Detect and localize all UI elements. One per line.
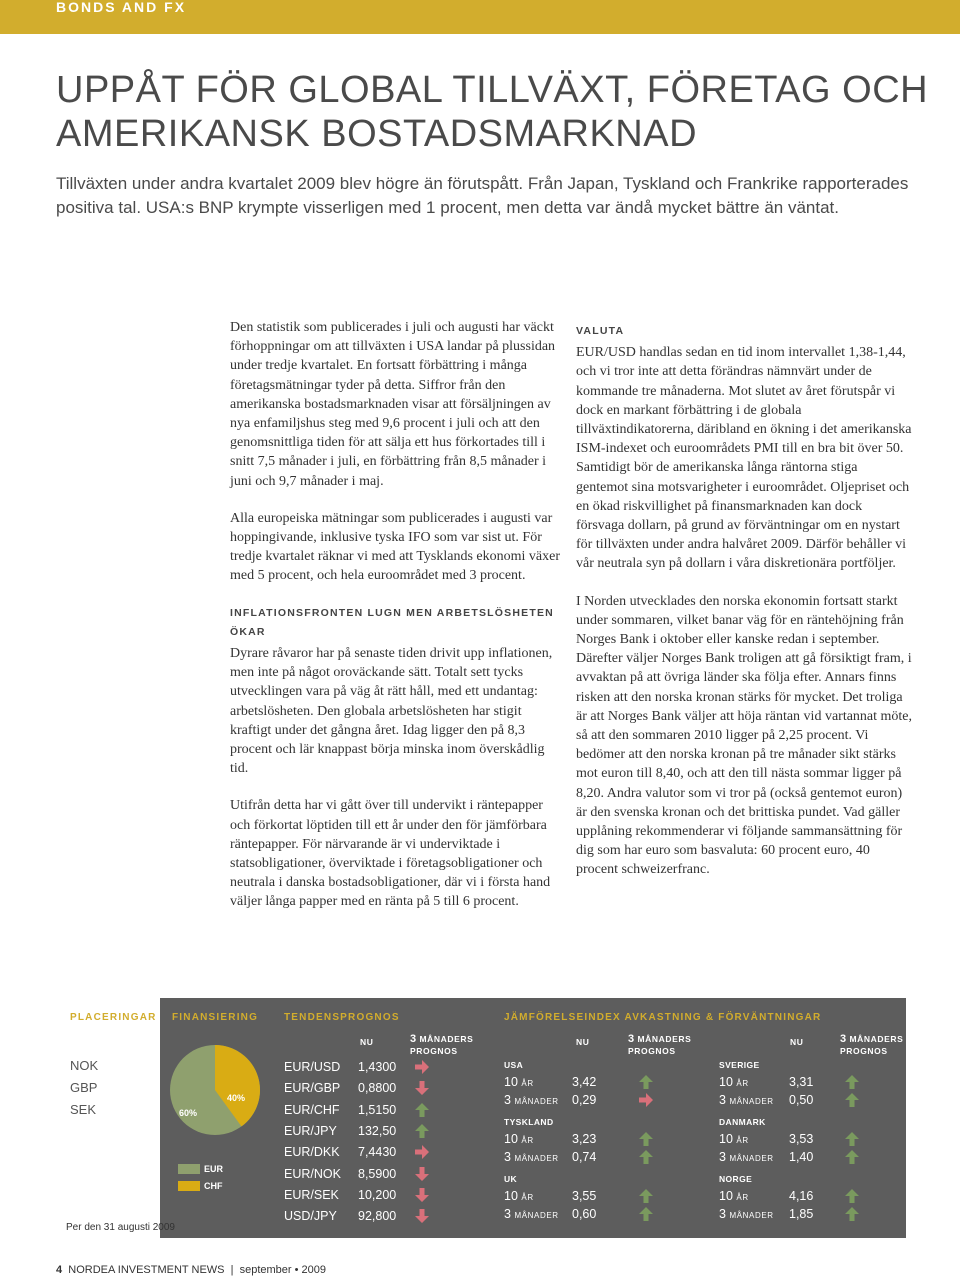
yield-10y: 3,55: [572, 1189, 597, 1203]
currency-pair: EUR/DKK: [284, 1145, 340, 1160]
paragraph: I Norden utvecklades den norska ekonomin fortsatt starkt under sommaren, vilket banar väg för en räntehöjning från Norges Bank i oktober eller kanske redan i september. Därefter väljer Norges Bank troligen att gå försiktigt fram, i avvaktan på att övriga länder ska följa efter. Annars finns risken att den norska kronan stärks för mycket. Det troliga är att Norges Bank väljer att höja räntan vid vartannat möte, så att den sommaren 2010 ligger på 2,25 procent. Vi bedömer att den norska kronan på tre månader sikt stärks mot euron till 8,40, och att den till nästa sommar ligger på 8,20. Andra valutor som vi tror på (också gentemot euron) är den svenska kronan och det brittiska pundet. Vad gäller upplåning rekommenderar vi följande sammansättning för dig som har euro som basvaluta: 60 procent euro, 40 procent schweizerfranc.: [576, 593, 913, 878]
currency-value: 132,50: [358, 1123, 397, 1138]
trend-arrow: [414, 1059, 430, 1080]
currency-value: 7,4430: [358, 1145, 397, 1160]
trend-arrow: [638, 1206, 654, 1227]
paragraph: Alla europeiska mätningar som publicerades i augusti var hoppingivande, inklusive tyska IFO som var sist ut. För tredje kvartalet räknar vi med att Tysklands ekonomi växer med 5 procent, och hela euroområdet med 3 procent.: [230, 510, 560, 584]
currency-pair: EUR/JPY: [284, 1123, 337, 1138]
currency-pair: EUR/GBP: [284, 1081, 341, 1096]
arrow-up-icon: [414, 1102, 430, 1118]
row-label-10y: 10 ÅR: [719, 1189, 749, 1203]
arrow-down-icon: [414, 1187, 430, 1203]
currency-pair: EUR/NOK: [284, 1166, 341, 1181]
yield-10y: 3,53: [789, 1132, 814, 1146]
headline: UPPÅT FÖR GLOBAL TILLVÄXT, FÖRETAG OCH AMERIKANSK BOSTADSMARKNAD: [56, 69, 929, 155]
currency-value: 1,4300: [358, 1060, 397, 1074]
left-column: [230, 318, 560, 930]
col-header-prognos: 3 MÅNADERS PROGNOS: [840, 1033, 904, 1056]
placering-item: GBP: [70, 1080, 98, 1095]
country-name: USA: [504, 1060, 524, 1070]
yield-3m: 0,50: [789, 1093, 814, 1107]
pie-label-chf: 40%: [227, 1093, 246, 1103]
subheading: VALUTA: [576, 325, 625, 337]
arrow-up-icon: [638, 1188, 654, 1204]
paragraph: Den statistik som publicerades i juli och augusti har väckt förhoppningar om att tillväxten i USA landar på plussidan under tredje kvartalet. En fortsatt förbättring i många företagsmätningar tyder på detta. Siffror från den amerikanska bostadsmarknaden visar att försäljningen av nya enfamiljshus steg med 9,6 procent i juli och att den genomsnittliga tiden för att sälja ett hus förkortades till i snitt 7,5 månader i juli, en förbättring från 8,5 månader i juni och 9,7 månader i maj.: [230, 320, 556, 489]
paragraph: Utifrån detta har vi gått över till undervikt i räntepapper och förkortat löptiden till ett år under den för jämförbara räntepapper. För närvarande är vi underviktade i statsobligationer, överviktade i företagsobligationer och neutrala i danska bostadsobligationer, där vi i första hand väljer långa papper med en ränta på 5 till 6 procent.: [230, 798, 551, 910]
legend-label-chf: CHF: [204, 1181, 223, 1191]
publication-name: NORDEA INVESTMENT NEWS: [68, 1264, 225, 1276]
country-name: TYSKLAND: [504, 1117, 554, 1127]
arrow-up-icon: [844, 1206, 860, 1222]
paragraph: Dyrare råvaror har på senaste tiden drivit upp inflationen, men inte på något oroväckande sätt. Totalt sett tycks utvecklingen vara på väg åt rätt håll, med ett undantag: arbetslösheten. Den globala arbetslösheten har stigit kraftigt under det gångna året. Idag ligger den på 8,3 procent och lär knappast börja minska inom överskådlig tid.: [230, 646, 553, 777]
row-label-10y: 10 ÅR: [504, 1189, 534, 1203]
arrow-up-icon: [638, 1206, 654, 1222]
currency-pair: EUR/USD: [284, 1060, 341, 1074]
row-label-3m: 3 MÅNADER: [719, 1150, 774, 1164]
right-column: [576, 322, 912, 898]
row-label-3m: 3 MÅNADER: [504, 1150, 559, 1164]
issue-date: september • 2009: [239, 1264, 327, 1276]
arrow-up-icon: [844, 1188, 860, 1204]
subheading: INFLATIONSFRONTEN LUGN MEN ARBETSLÖSHETEN ÖKAR: [230, 606, 554, 638]
legend-swatch-chf: [178, 1181, 200, 1191]
trend-arrow: [414, 1208, 430, 1229]
yield-10y: 4,16: [789, 1189, 814, 1203]
trend-arrow: [844, 1092, 860, 1113]
arrow-up-icon: [844, 1149, 860, 1165]
yield-3m: 0,60: [572, 1207, 597, 1221]
arrow-up-icon: [844, 1131, 860, 1147]
trend-arrow: [414, 1080, 430, 1101]
arrow-up-icon: [414, 1123, 430, 1139]
placering-item: NOK: [70, 1058, 99, 1073]
financing-pie-chart: [169, 1044, 261, 1136]
row-label-10y: 10 ÅR: [504, 1075, 534, 1089]
arrow-up-icon: [844, 1092, 860, 1108]
trend-arrow: [844, 1149, 860, 1170]
arrow-up-icon: [638, 1074, 654, 1090]
arrow-up-icon: [844, 1074, 860, 1090]
arrow-right-icon: [414, 1144, 430, 1160]
yield-3m: 0,29: [572, 1093, 597, 1107]
arrow-down-icon: [414, 1208, 430, 1224]
yield-10y: 3,31: [789, 1075, 814, 1089]
currency-value: 8,5900: [358, 1166, 397, 1181]
legend-label-eur: EUR: [204, 1164, 224, 1174]
yield-3m: 1,85: [789, 1207, 814, 1221]
row-label-3m: 3 MÅNADER: [504, 1093, 559, 1107]
row-label-10y: 10 ÅR: [719, 1132, 749, 1146]
currency-value: 10,200: [358, 1187, 397, 1202]
row-label-10y: 10 ÅR: [504, 1132, 534, 1146]
col-header-nu: NU: [576, 1037, 590, 1047]
arrow-down-icon: [414, 1166, 430, 1182]
arrow-right-icon: [414, 1059, 430, 1075]
trend-arrow: [414, 1166, 430, 1187]
trend-arrow: [414, 1123, 430, 1144]
ingress: Tillväxten under andra kvartalet 2009 blev högre än förutspått. Från Japan, Tyskland och Frankrike rapporterades positiva tal. USA:s BNP krympte visserligen med 1 procent, men detta var ändå mycket bättre än väntat.: [56, 174, 909, 217]
trend-arrow: [844, 1206, 860, 1227]
trend-arrow: [638, 1149, 654, 1170]
section-bar: [0, 0, 960, 34]
row-label-3m: 3 MÅNADER: [504, 1207, 559, 1221]
tendens-title: TENDENSPROGNOS: [284, 1012, 400, 1023]
country-name: SVERIGE: [719, 1060, 760, 1070]
col-header-prognos: 3 MÅNADERS PROGNOS: [410, 1033, 474, 1056]
yield-3m: 0,74: [572, 1150, 597, 1164]
pie-label-eur: 60%: [179, 1108, 198, 1118]
arrow-up-icon: [638, 1149, 654, 1165]
page-footer: 4 NORDEA INVESTMENT NEWS | september • 2009: [56, 1264, 327, 1276]
currency-value: 92,800: [358, 1209, 397, 1224]
currency-value: 0,8800: [358, 1081, 397, 1096]
country-name: NORGE: [719, 1174, 753, 1184]
country-name: UK: [504, 1174, 518, 1184]
section-label: BONDS AND FX: [56, 0, 187, 15]
jamforelse-title: JÄMFÖRELSEINDEX AVKASTNING & FÖRVÄNTNINGAR: [504, 1012, 822, 1023]
country-name: DANMARK: [719, 1117, 766, 1127]
arrow-up-icon: [638, 1131, 654, 1147]
page-number: 4: [56, 1264, 63, 1276]
trend-arrow: [638, 1092, 654, 1113]
trend-arrow: [414, 1102, 430, 1123]
row-label-3m: 3 MÅNADER: [719, 1207, 774, 1221]
market-panel: [56, 998, 906, 1238]
paragraph: EUR/USD handlas sedan en tid inom intervallet 1,38-1,44, och vi tror inte att detta förändras nämnvärt under de kommande tre månaderna. Mot slutet av året förutspår vi dock en markant förbättring i de globala tillväxtindikatorerna, däribland en ökning i det amerikanska ISM-indexet och euroområdets PMI till en bra bit över 50. Samtidigt bör de amerikanska långa räntorna stiga gentemot sina motsvarigheter i euroområdet. Oljepriset och en ökad riskvillighet på finansmarknaden kan dock försvaga dollarn, på grund av förväntningar om en nystart för tillväxten under andra halvåret 2009. Därför behåller vi vår neutrala syn på dollarn i våra diskretionära portföljer.: [576, 345, 912, 572]
placeringar-box: [56, 998, 175, 1238]
yield-10y: 3,23: [572, 1132, 597, 1146]
currency-pair: EUR/CHF: [284, 1102, 340, 1117]
yield-10y: 3,42: [572, 1075, 597, 1089]
currency-pair: USD/JPY: [284, 1209, 337, 1224]
currency-pair: EUR/SEK: [284, 1187, 339, 1202]
row-label-3m: 3 MÅNADER: [719, 1093, 774, 1107]
currency-value: 1,5150: [358, 1102, 397, 1117]
legend-swatch-eur: [178, 1164, 200, 1174]
col-header-nu: NU: [360, 1037, 374, 1047]
finansiering-title: FINANSIERING: [172, 1012, 259, 1023]
placering-item: SEK: [70, 1102, 97, 1117]
col-header-nu: NU: [790, 1037, 804, 1047]
date-note: Per den 31 augusti 2009: [66, 1222, 175, 1233]
placeringar-title: PLACERINGAR: [70, 1012, 157, 1023]
trend-arrow: [414, 1187, 430, 1208]
row-label-10y: 10 ÅR: [719, 1075, 749, 1089]
yield-3m: 1,40: [789, 1150, 814, 1164]
arrow-right-icon: [638, 1092, 654, 1108]
arrow-down-icon: [414, 1080, 430, 1096]
col-header-prognos: 3 MÅNADERS PROGNOS: [628, 1033, 692, 1056]
trend-arrow: [414, 1144, 430, 1165]
